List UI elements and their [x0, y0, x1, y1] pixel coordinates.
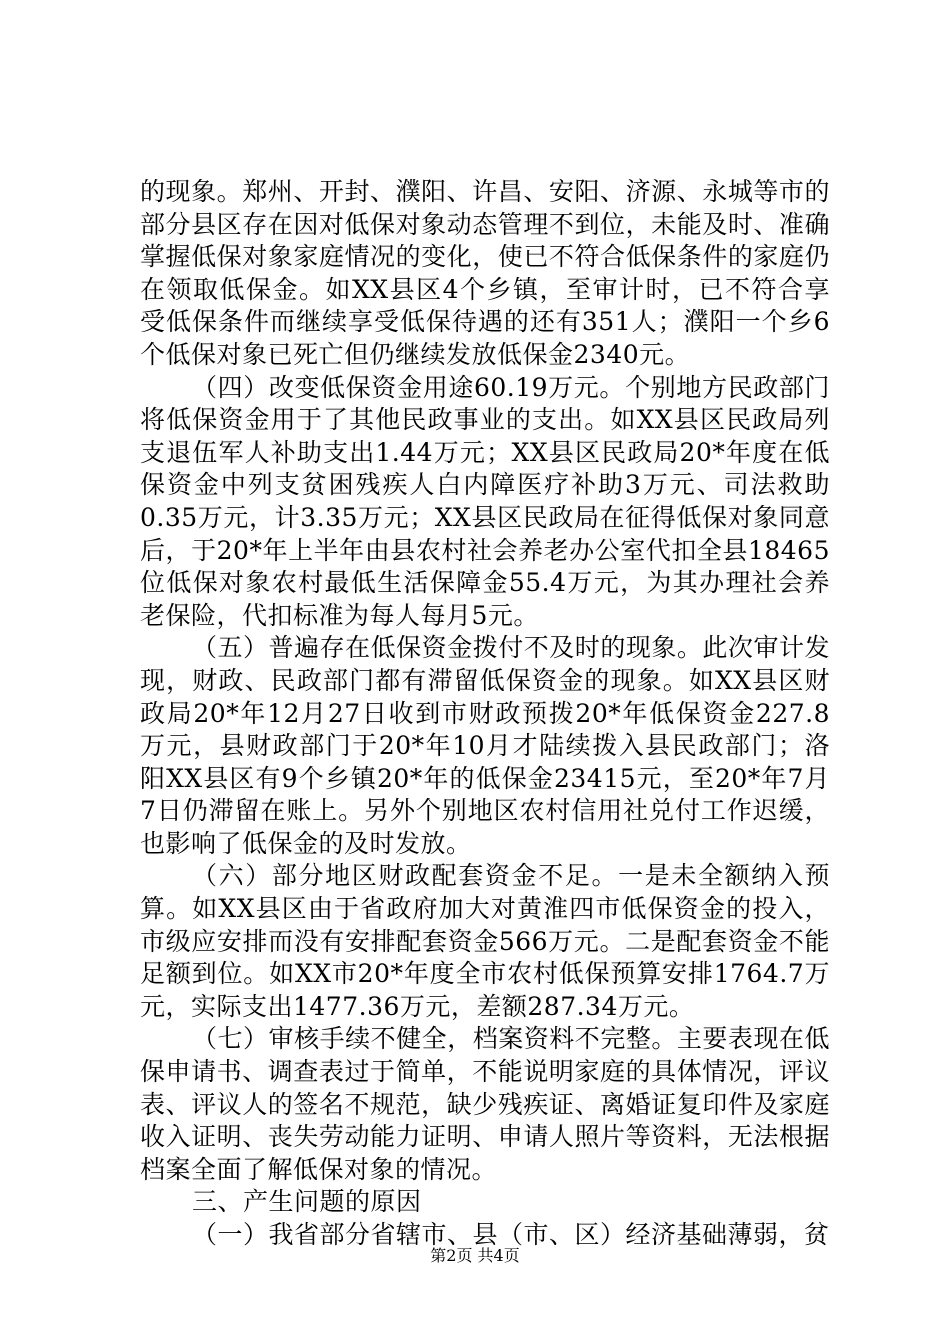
page-number: 第2页 共4页 [430, 1246, 520, 1265]
section-heading: 三、产生问题的原因 [192, 1187, 422, 1217]
paragraph-4: （六）部分地区财政配套资金不足。一是未全额纳入预算。如XX县区由于省政府加大对黄淮四市低保资金的投入，市级应安排而没有安排配套资金566万元。二是配套资金不能足额到位。如XX市20*年度全市农村低保预算安排1764.7万元，实际支出1477.36万元，差额287.34万元。 [140, 861, 830, 1021]
paragraph-6: （一）我省部分省辖市、县（市、区）经济基础薄弱，贫 [192, 1220, 830, 1249]
paragraph-5: （七）审核手续不健全，档案资料不完整。主要表现在低保申请书、调查表过于简单，不能说明家庭的具体情况，评议表、评议人的签名不规范，缺少残疾证、离婚证复印件及家庭收入证明、丧失劳动能力证明、申请人照片等资料，无法根据档案全面了解低保对象的情况。 [140, 1024, 830, 1184]
paragraph-2: （四）改变低保资金用途60.19万元。个别地方民政部门将低保资金用于了其他民政事业的支出。如XX县区民政局列支退伍军人补助支出1.44万元；XX县区民政局20*年度在低保资金中列支贫困残疾人白内障医疗补助3万元、司法救助0.35万元，计3.35万元；XX县区民政局在征得低保对象同意后，于20*年上半年由县农村社会养老办公室代扣全县18465位低保对象农村最低生活保障金55.4万元，为其办理社会养老保险，代扣标准为每人每月5元。 [140, 372, 830, 630]
document-body [140, 176, 830, 1252]
paragraph-1: 的现象。郑州、开封、濮阳、许昌、安阳、济源、永城等市的部分县区存在因对低保对象动态管理不到位，未能及时、准确掌握低保对象家庭情况的变化，使已不符合低保条件的家庭仍在领取低保金。如XX县区4个乡镇，至审计时，已不符合享受低保条件而继续享受低保待遇的还有351人；濮阳一个乡6个低保对象已死亡但仍继续发放低保金2340元。 [140, 177, 830, 369]
paragraph-3: （五）普遍存在低保资金拨付不及时的现象。此次审计发现，财政、民政部门都有滞留低保资金的现象。如XX县区财政局20*年12月27日收到市财政预拨20*年低保资金227.8万元，县财政部门于20*年10月才陆续拨入县民政部门；洛阳XX县区有9个乡镇20*年的低保金23415元，至20*年7月7日仍滞留在账上。另外个别地区农村信用社兑付工作迟缓，也影响了低保金的及时发放。 [140, 633, 830, 858]
page-footer [0, 1246, 950, 1266]
